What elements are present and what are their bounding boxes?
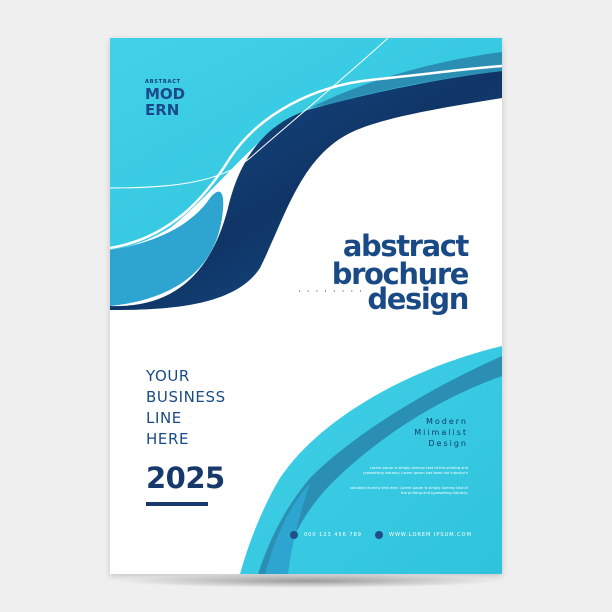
year-underline xyxy=(146,502,208,506)
business-line-3: LINE xyxy=(146,409,182,427)
tagline-line-2: Miimalist xyxy=(414,428,468,437)
page-shadow xyxy=(116,574,500,588)
phone-number: 000 123 456 789 xyxy=(304,532,362,538)
body-text-line: standard dummy text ever. Lorem ipsum is simply dummy text of xyxy=(349,486,468,490)
body-text-line: typesetting industry. Lorem ipsum has been the industry's xyxy=(363,471,468,475)
headline-line-2: brochure xyxy=(331,257,468,291)
business-line xyxy=(146,366,256,450)
tagline-line-3: Design xyxy=(428,439,468,448)
business-line-1: YOUR xyxy=(146,367,190,385)
logo xyxy=(145,86,185,118)
logo-line-2: ERN xyxy=(145,101,180,119)
body-paragraph-2 xyxy=(344,486,468,496)
contact-phone xyxy=(290,531,362,539)
phone-icon xyxy=(290,531,298,539)
tagline xyxy=(414,416,468,449)
contact-website xyxy=(375,531,472,539)
website-url: WWW.LOREM IPSUM.COM xyxy=(389,532,472,538)
business-line-2: BUSINESS xyxy=(146,388,226,406)
body-text-line: Lorem ipsum is simply dummy text of the printing and xyxy=(369,466,468,470)
tagline-line-1: Modern xyxy=(425,417,468,426)
body-paragraph-1 xyxy=(344,466,468,476)
headline-dots: · · · · · · · · xyxy=(298,287,364,297)
year: 2025 xyxy=(146,461,225,495)
logo-label: ABSTRACT xyxy=(145,79,181,85)
logo-line-1: MOD xyxy=(145,85,186,103)
headline-line-3: design xyxy=(367,282,468,316)
body-text-line: the printing and typesetting industry. xyxy=(400,491,468,495)
business-line-4: HERE xyxy=(146,430,190,448)
globe-icon xyxy=(375,531,383,539)
headline-line-1: abstract xyxy=(342,229,468,263)
brochure-page xyxy=(110,38,502,574)
